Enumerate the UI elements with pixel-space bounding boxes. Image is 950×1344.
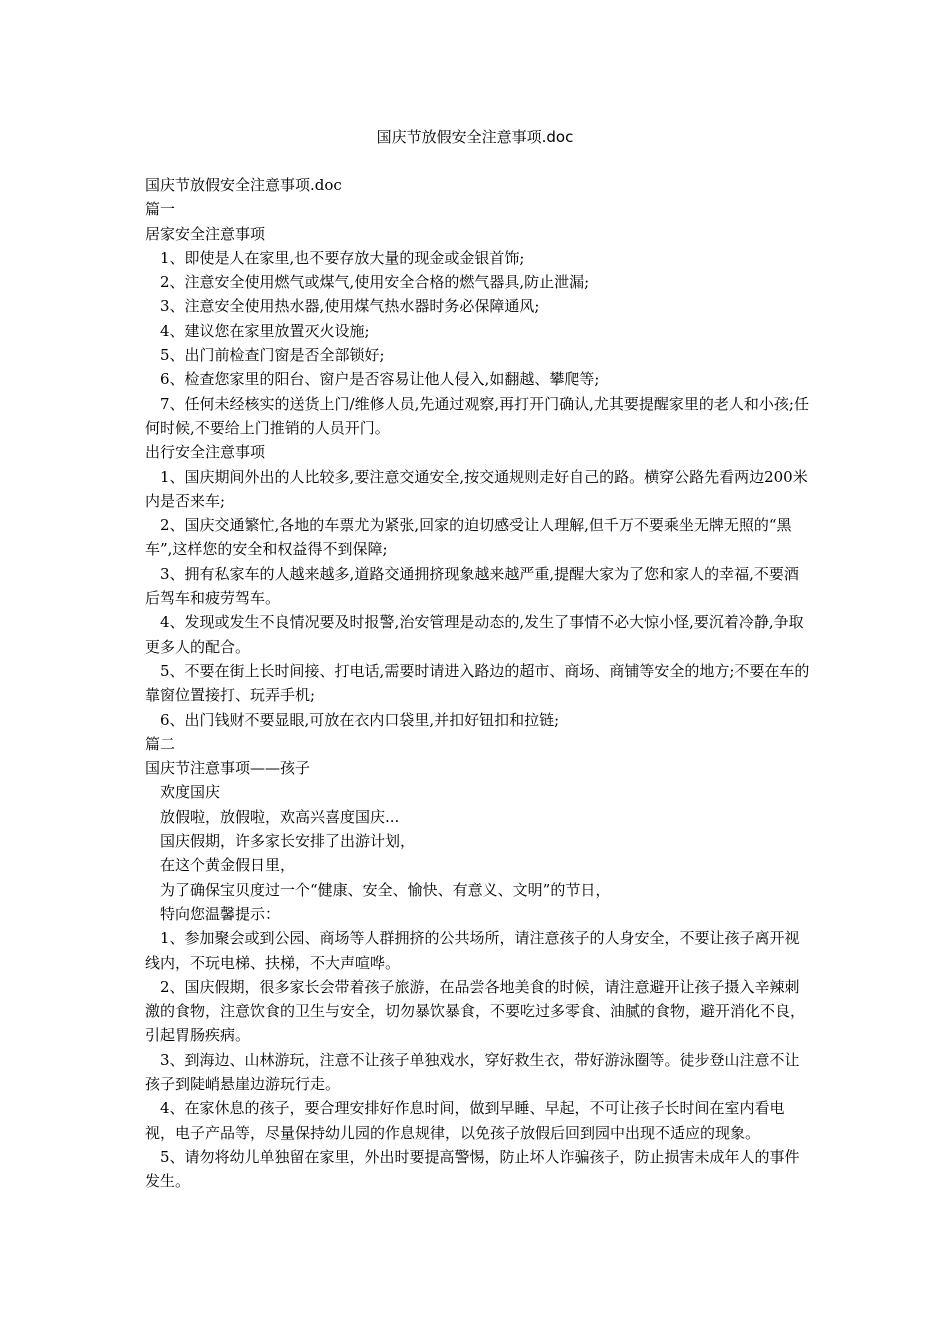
document-paragraph: 7、任何未经核实的送货上门/维修人员,先通过观察,再打开门确认,尤其要提醒家里的老人和小孩;任何时候,不要给上门推销的人员开门。 [145,394,809,437]
document-paragraph: 欢度国庆 [160,783,221,802]
document-paragraph: 国庆节注意事项——孩子 [145,759,311,778]
document-paragraph: 放假啦，放假啦，欢高兴喜度国庆... [160,807,400,826]
document-paragraph: 1、参加聚会或到公园、商场等人群拥挤的公共场所，请注意孩子的人身安全，不要让孩子离开视线内，不玩电梯、扶梯，不大声喧哗。 [145,929,800,972]
document-paragraph: 特向您温馨提示： [160,904,281,923]
document-title: 国庆节放假安全注意事项.doc [376,128,574,146]
document-paragraph: 4、建议您在家里放置灭火设施; [160,321,370,340]
document-paragraph: 居家安全注意事项 [145,224,266,243]
document-paragraph: 3、注意安全使用热水器,使用煤气热水器时务必保障通风; [160,297,540,316]
document-paragraph: 为了确保宝贝度过一个“健康、安全、愉快、有意义、文明”的节日， [160,880,611,899]
document-paragraph: 3、到海边、山林游玩，注意不让孩子单独戏水，穿好救生衣，带好游泳圈等。徒步登山注意不让孩子到陡峭悬崖边游玩行走。 [145,1050,800,1093]
document-paragraph: 2、国庆交通繁忙,各地的车票尤为紧张,回家的迫切感受让人理解,但千万不要乘坐无牌无照的“黑车”,这样您的安全和权益得不到保障; [145,516,792,559]
document-paragraph: 2、注意安全使用燃气或煤气,使用安全合格的燃气器具,防止泄漏; [160,273,590,292]
document-paragraph: 2、国庆假期，很多家长会带着孩子旅游，在品尝各地美食的时候，请注意避开让孩子摄入辛辣刺激的食物，注意饮食的卫生与安全，切勿暴饮暴食，不要吃过多零食、油腻的食物，避开消化不良，引起胃肠疾病。 [145,977,806,1045]
document-paragraph: 4、在家休息的孩子，要合理安排好作息时间，做到早睡、早起，不可让孩子长时间在室内看电视，电子产品等，尽量保持幼儿园的作息规律，以免孩子放假后回到园中出现不适应的现象。 [145,1099,785,1142]
document-paragraph: 6、检查您家里的阳台、窗户是否容易让他人侵入,如翻越、攀爬等; [160,370,600,389]
document-paragraph: 4、发现或发生不良情况要及时报警,治安管理是动态的,发生了事情不必大惊小怪,要沉着冷静,争取更多人的配合。 [145,613,804,656]
document-paragraph: 国庆节放假安全注意事项.doc [145,176,342,194]
document-paragraph: 1、即使是人在家里,也不要存放大量的现金或金银首饰; [160,248,525,267]
document-paragraph: 篇一 [145,200,176,219]
document-paragraph: 6、出门钱财不要显眼,可放在衣内口袋里,并扣好钮扣和拉链; [160,710,560,729]
document-paragraph: 篇二 [145,734,176,753]
document-paragraph: 5、不要在街上长时间接、打电话,需要时请进入路边的超市、商场、商铺等安全的地方;不要在车的靠窗位置接打、玩弄手机; [145,661,810,705]
document-paragraph: 3、拥有私家车的人越来越多,道路交通拥挤现象越来越严重,提醒大家为了您和家人的幸福,不要酒后驾车和疲劳驾车。 [145,564,799,608]
document-paragraph: 国庆假期，许多家长安排了出游计划， [160,832,416,851]
document-paragraph: 在这个黄金假日里， [160,856,296,875]
document-paragraph: 1、国庆期间外出的人比较多,要注意交通安全,按交通规则走好自己的路。横穿公路先看两边200米内是否来车; [145,467,808,510]
document-paragraph: 5、出门前检查门窗是否全部锁好; [160,346,385,365]
document-paragraph: 5、请勿将幼儿单独留在家里，外出时要提高警惕，防止坏人诈骗孩子，防止损害未成年人的事件发生。 [145,1147,800,1191]
document-body [145,173,813,1193]
document-paragraph: 出行安全注意事项 [145,443,266,462]
